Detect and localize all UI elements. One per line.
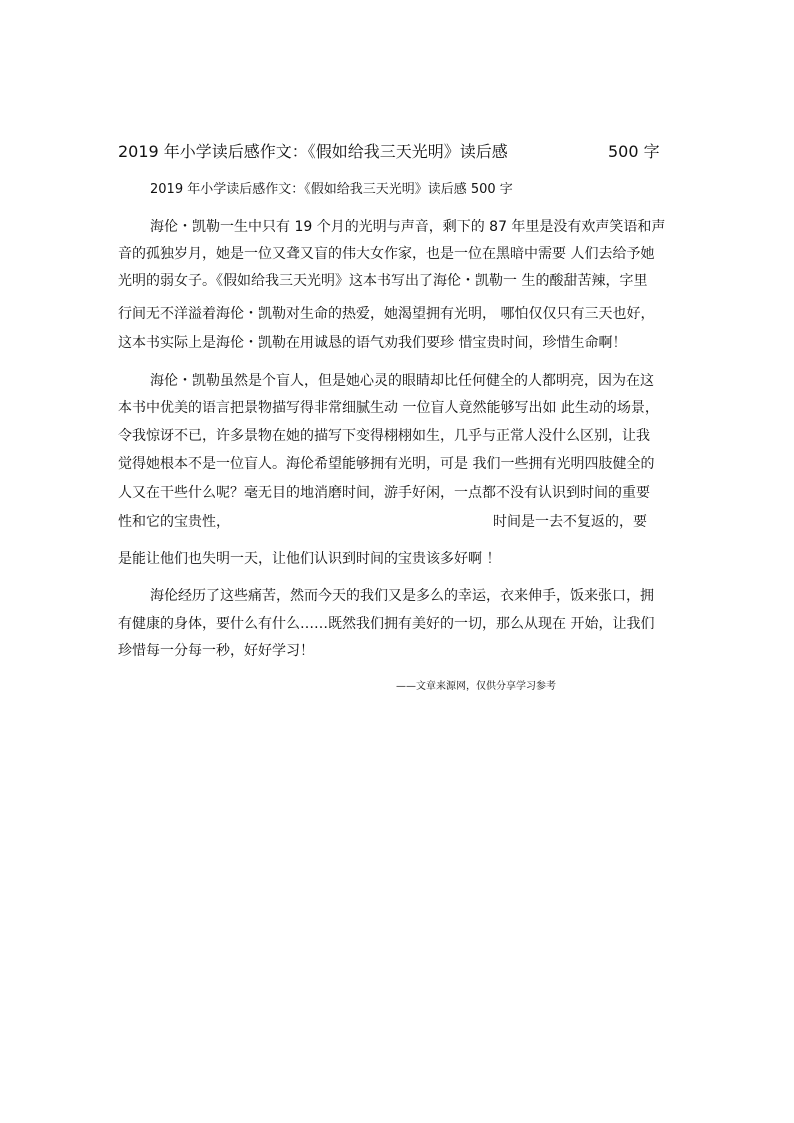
paragraph-3-line-2: 有健康的身体，要什么有什么……既然我们拥有美好的一切，那么从现在 开始，让我们 — [118, 616, 655, 632]
paragraph-3-line-3: 珍惜每一分每一秒，好好学习！ — [118, 643, 314, 659]
paragraph-3-line-1: 海伦经历了这些痛苦，然而今天的我们又是多么的幸运，衣来伸手，饭来张口，拥 — [150, 588, 654, 604]
paragraph-1-line-1: 海伦・凯勒一生中只有 19 个月的光明与声音，剩下的 87 年里是没有欢声笑语和声 — [150, 219, 666, 235]
paragraph-2-line-5: 人又在干些什么呢？毫无目的地消磨时间，游手好闲，一点都不没有认识到时间的重要 — [118, 485, 650, 501]
paragraph-2-line-6b: 时间是一去不复返的，要 — [493, 514, 647, 530]
paragraph-2-line-6a: 性和它的宝贵性， — [118, 514, 230, 530]
source-note: ——文章来源网，仅供分享学习参考 — [396, 681, 556, 692]
paragraph-2-line-4: 觉得她根本不是一位盲人。海伦希望能够拥有光明，可是 我们一些拥有光明四肢健全的 — [118, 456, 655, 472]
paragraph-2-line-3: 令我惊讶不已，许多景物在她的描写下变得栩栩如生，几乎与正常人没什么区别，让我 — [118, 428, 650, 444]
title-wordcount: 500 字 — [608, 142, 660, 161]
title-main: 2019 年小学读后感作文：《假如给我三天光明》读后感 — [118, 142, 508, 161]
paragraph-1-line-3: 光明的弱女子。《假如给我三天光明》这本书写出了海伦・凯勒一 生的酸甜苦辣，字里 — [118, 273, 648, 289]
paragraph-1-line-5: 这本书实际上是海伦・凯勒在用诚恳的语气劝我们要珍 惜宝贵时间，珍惜生命啊！ — [118, 335, 627, 351]
paragraph-2-line-7: 是能让他们也失明一天，让他们认识到时间的宝贵该多好啊 ！ — [118, 551, 501, 567]
document-title — [118, 142, 660, 162]
paragraph-1-line-4: 行间无不洋溢着海伦・凯勒对生命的热爱，她渴望拥有光明， 哪怕仅仅只有三天也好， — [118, 306, 655, 322]
document-subtitle: 2019 年小学读后感作文：《假如给我三天光明》读后感 500 字 — [150, 182, 513, 197]
paragraph-2-line-1: 海伦・凯勒虽然是个盲人，但是她心灵的眼睛却比任何健全的人都明亮，因为在这 — [150, 373, 654, 389]
paragraph-2-line-2: 本书中优美的语言把景物描写得非常细腻生动 一位盲人竟然能够写出如 此生动的场景， — [118, 400, 659, 416]
paragraph-1-line-2: 音的孤独岁月，她是一位又聋又盲的伟大女作家，也是一位在黑暗中需要 人们去给予她 — [118, 246, 655, 262]
